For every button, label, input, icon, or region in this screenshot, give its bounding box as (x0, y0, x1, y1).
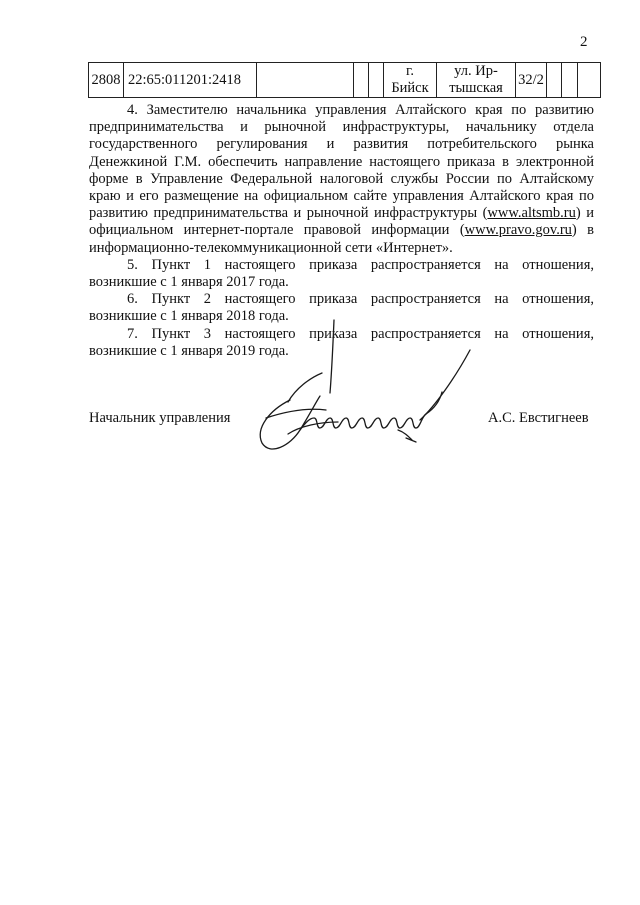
paragraph-4 (89, 102, 594, 257)
handwritten-signature (230, 318, 490, 463)
city-name: Бийск (391, 80, 429, 96)
empty-cell (578, 63, 601, 98)
street-line-1: ул. Ир- (454, 63, 498, 79)
empty-cell (547, 63, 562, 98)
altsmb-link[interactable]: www.altsmb.ru (487, 205, 576, 222)
empty-cell (369, 63, 384, 98)
empty-cell (562, 63, 578, 98)
paragraph-5: 5. Пункт 1 настоящего приказа распространяется на отношения, возникшие с 1 января 2017 года. (89, 256, 594, 291)
signatory-position: Начальник управления (89, 410, 231, 426)
paragraph-4-text: 4. Заместителю начальника управления Алтайского края по развитию предпринимательства и рыночной инфраструктуры, начальнику отдела государственного регулирования и развития потребительского рынка Денежкиной Г.М. обеспечить направление настоящего приказа в электронной форме в Управление Федеральной налоговой службы России по Алтайскому краю и его размещение на официальном сайте управления Алтайского края по развитию предпринимательства и рыночной инфраструктуры ( (89, 102, 594, 222)
pravo-link[interactable]: www.pravo.gov.ru (464, 222, 572, 239)
paragraph-4-text: ) в информационно-телекоммуникационной сети «Интернет». (89, 222, 594, 256)
street-cell (437, 63, 516, 98)
page-number: 2 (580, 34, 588, 50)
empty-cell (257, 63, 354, 98)
cadastral-number-cell: 22:65:011201:2418 (124, 63, 257, 98)
registry-table (88, 62, 601, 98)
row-number-cell: 2808 (89, 63, 124, 98)
paragraph-7: 7. Пункт 3 настоящего приказа распространяется на отношения, возникшие с 1 января 2019 года. (89, 325, 594, 359)
paragraph-6: 6. Пункт 2 настоящего приказа распространяется на отношения, возникшие с 1 января 2018 года. (89, 291, 594, 325)
empty-cell (354, 63, 369, 98)
city-cell (384, 63, 437, 98)
house-cell: 32/2 (516, 63, 547, 98)
table-row (89, 63, 601, 98)
city-prefix: г. (406, 63, 414, 79)
paragraph-4-text: ) и официальном интернет-портале правовой информации ( (89, 205, 594, 239)
signatory-name: А.С. Евстигнеев (488, 410, 589, 426)
street-line-2: тышская (449, 80, 503, 96)
